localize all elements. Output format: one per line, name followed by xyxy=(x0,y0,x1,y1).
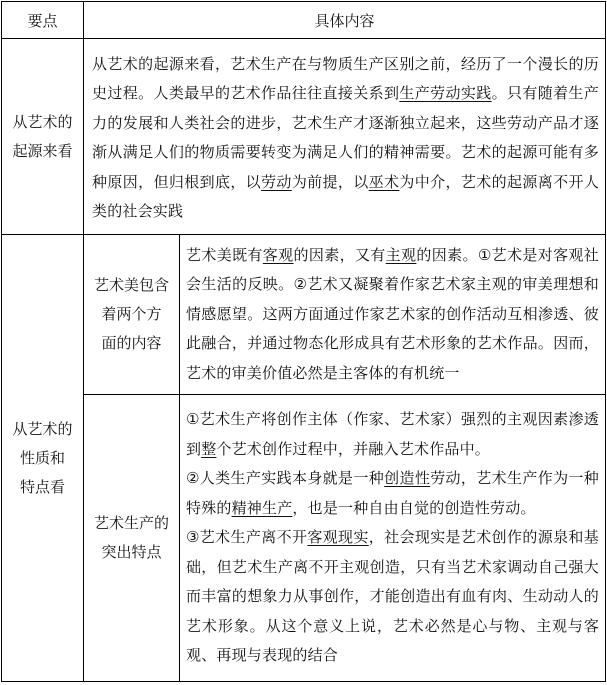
paragraph xyxy=(186,464,599,523)
label-nature-line: 性质和 xyxy=(19,448,65,467)
text-segment: ②人类生产实践本身就是一种 xyxy=(186,469,385,488)
text-segment: 。只有随着生产力的发展和人类社会的进步，艺术生产才逐渐独立起来，这些劳动产品才逐渐从满足人们的物质需要转变为满足人们的精神需要。艺术的起源可能有多种原因，但归根到底，以 xyxy=(92,84,600,191)
header-key-points: 要点 xyxy=(2,2,84,39)
text-segment: ①艺术生产将创作主体（作家、艺术家）强烈的主观因素渗透到 xyxy=(186,410,600,458)
header-details: 具体内容 xyxy=(84,2,606,39)
text-segment: 艺术美既有 xyxy=(186,245,263,264)
row-nature-production xyxy=(2,395,606,682)
text-segment: 的因素。①艺术是对客观社会生活的反映。②艺术又凝聚着作家艺术家主观的审美理想和情感愿望。这两方面通过作家艺术家的创作活动互相渗透、彼此融合，并通过物态化形成具有艺术形象的艺术作品。因而，艺术的审美价值必然是主客体的有机统一 xyxy=(186,245,600,382)
label-origin-line: 起源来看 xyxy=(12,141,73,160)
row-origin xyxy=(2,39,606,235)
text-segment: 为中介，艺术的起源离不开人类的社会实践 xyxy=(92,172,600,220)
label-nature-line: 特点看 xyxy=(19,477,65,496)
label-production xyxy=(84,395,180,682)
underlined-term: 创造性 xyxy=(384,469,431,488)
underlined-term: 整 xyxy=(201,439,217,458)
text-segment: ③艺术生产离不开 xyxy=(186,528,308,547)
underlined-term: 精神生产 xyxy=(231,498,293,517)
content-table xyxy=(1,1,606,682)
label-aesthetic-line: 面的内容 xyxy=(101,334,162,352)
origin-content xyxy=(84,39,606,235)
text-segment: 的因素，又有 xyxy=(293,245,386,264)
underlined-term: 客观现实 xyxy=(307,528,369,547)
underlined-term: 劳动 xyxy=(261,172,292,191)
text-segment: ，也是一种自由自觉的创造性劳动。 xyxy=(292,498,536,517)
underlined-term: 主观 xyxy=(385,245,417,264)
row-nature-aesthetic xyxy=(2,235,606,395)
text-segment: ，社会现实是艺术创作的源泉和基础，但艺术生产离不开主观创造，只有当艺术家调动自己强大而丰富的想象力从事创作，才能创造出有血有肉、生动动人的艺术形象。从这个意义上说，艺术必然是心与物、主观与客观、再现与表现的结合 xyxy=(186,528,600,665)
paragraph xyxy=(186,405,599,464)
label-production-line: 突出特点 xyxy=(101,543,162,561)
text-segment: 劳动，艺术生产作为一种特殊的 xyxy=(186,469,599,517)
header-row xyxy=(2,2,606,39)
production-content xyxy=(180,395,606,682)
text-segment: 从艺术的起源来看，艺术生产在与物质生产区别之前，经历了一个漫长的历史过程。人类最早的艺术作品往往直接关系到 xyxy=(92,54,600,102)
label-nature xyxy=(2,235,84,682)
text-segment: 个艺术创作过程中，并融入艺术作品中。 xyxy=(216,439,491,458)
label-origin xyxy=(2,39,84,235)
underlined-term: 巫术 xyxy=(368,172,400,191)
label-aesthetic-line: 着两个方 xyxy=(101,305,162,323)
underlined-term: 生产劳动实践 xyxy=(399,84,492,102)
text-segment: 为前提，以 xyxy=(291,172,369,191)
label-aesthetic-line: 艺术美包含 xyxy=(93,276,169,294)
aesthetic-content xyxy=(180,235,606,395)
label-aesthetic xyxy=(84,235,180,395)
label-nature-line: 从艺术的 xyxy=(12,419,73,438)
paragraph xyxy=(186,523,599,671)
label-origin-line: 从艺术的 xyxy=(12,112,73,131)
label-production-line: 艺术生产的 xyxy=(93,514,169,532)
underlined-term: 客观 xyxy=(262,245,294,264)
